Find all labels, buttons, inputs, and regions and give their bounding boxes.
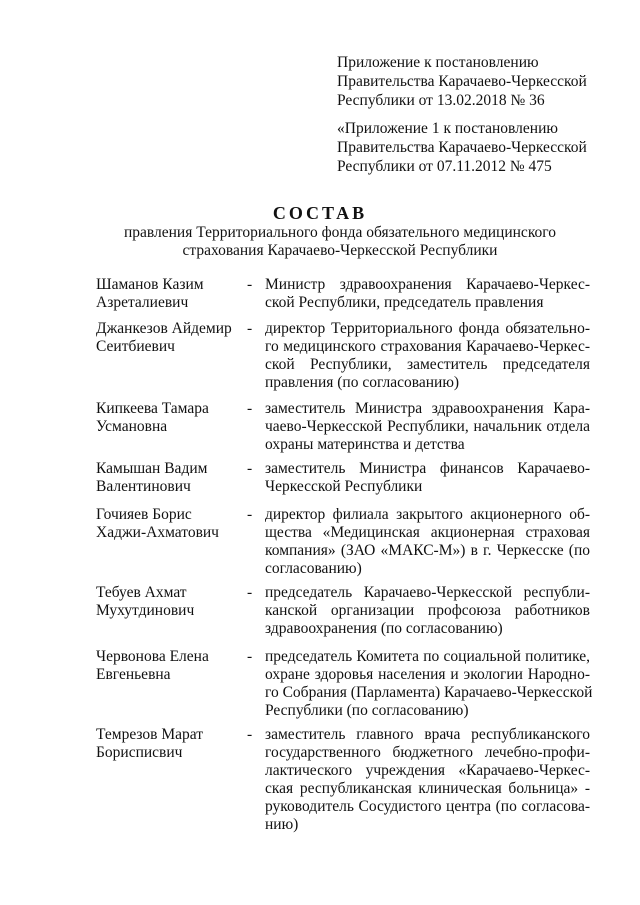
member-dash: - [247,460,253,477]
member-name-line-1: Камышан Вадим [96,460,208,477]
appendix-current-reference [337,53,587,110]
member-name [96,320,246,356]
member-role-line: Министр здравоохранения Карачаево-Черкес- [265,276,590,293]
member-name-line-1: Тебуев Ахмат [96,584,187,601]
member-role [265,276,590,312]
member-role-line: правления (по согласованию) [265,374,460,391]
member-role [265,726,590,834]
document-subtitle [100,224,580,260]
member-role-line: заместитель Министра финансов Карачаево- [265,460,590,477]
member-name-line-2: Борисписвич [96,744,183,761]
member-role-line: канской организации профсоюза работников [265,602,590,619]
member-role-line: здравоохранения (по согласованию) [265,620,503,637]
member-role-line: председатель Карачаево-Черкесской республи- [265,584,590,601]
member-name-line-2: Азреталиевич [96,294,189,311]
appendix-current-line-2: Правительства Карачаево-Черкесской [337,73,587,90]
member-name-line-1: Шаманов Казим [96,276,204,293]
member-dash: - [247,506,253,523]
member-dash: - [247,584,253,601]
member-name-line-1: Червонова Елена [96,648,209,665]
member-role [265,584,590,638]
member-role [265,460,590,496]
member-dash: - [247,400,253,417]
member-dash: - [247,726,253,743]
member-name-line-2: Хаджи-Ахматович [96,524,219,541]
member-role-line: Черкесской Республики [265,478,423,495]
member-role [265,400,590,454]
member-role-line: заместитель главного врача республиканского [265,726,590,743]
member-role [265,648,593,720]
member-name-line-2: Сеитбиевич [96,338,175,355]
member-dash: - [247,276,253,293]
member-name-line-1: Темрезов Марат [96,726,204,743]
member-role-line: ской Республики, заместитель председателя [265,356,590,373]
subtitle-line-1: правления Территориального фонда обязательного медицинского [123,224,557,241]
member-name-line-1: Гочияев Борис [96,506,192,523]
member-name [96,584,246,620]
member-role-line: компания» (ЗАО «МАКС-М») в г. Черкесске (по [265,542,590,559]
member-role-line: щества «Медицинская акционерная страховая [265,524,590,541]
member-name [96,726,246,762]
member-role-line: чаево-Черкесской Республики, начальник отдела [265,418,590,435]
member-name [96,460,246,496]
member-role-line: го Собрания (Парламента) Карачаево-Черкесской [265,684,593,701]
member-role-line: руководитель Сосудистого центра (по согласова- [265,798,590,815]
member-name-line-1: Кипкеева Тамара [96,400,209,417]
member-role-line: го медицинского страхования Карачаево-Черкес- [265,338,590,355]
member-name-line-2: Валентинович [96,478,191,495]
member-role-line: Республики (по согласованию) [265,702,469,719]
member-role-line: директор филиала закрытого акционерного об- [265,506,590,523]
member-role-line: директор Территориального фонда обязательно- [265,320,590,337]
document-title: СОСТАВ [272,203,368,223]
member-name-line-2: Усмановна [96,418,168,435]
appendix-original-reference [337,119,587,176]
member-role-line: согласованию) [265,560,362,577]
appendix-original-line-3: Республики от 07.11.2012 № 475 [337,158,552,175]
member-role-line: государственного бюджетного лечебно-профи- [265,744,590,761]
member-role-line: председатель Комитета по социальной политике, [265,648,590,665]
appendix-original-line-2: Правительства Карачаево-Черкесской [337,139,587,156]
member-role-line: охраны материнства и детства [265,436,465,453]
member-role-line: ской Республики, председатель правления [265,294,544,311]
member-dash: - [247,320,253,337]
member-name-line-2: Евгеньевна [96,666,171,683]
appendix-original-line-1: «Приложение 1 к постановлению [337,120,558,137]
appendix-current-line-3: Республики от 13.02.2018 № 36 [337,92,545,109]
member-dash: - [247,648,253,665]
member-name-line-2: Мухутдинович [96,602,195,619]
member-role [265,320,590,392]
member-role-line: нию) [265,816,299,833]
member-name [96,648,246,684]
member-role-line: ская республиканская клиническая больница» - [265,780,590,797]
member-role-line: заместитель Министра здравоохранения Кара- [265,400,590,417]
subtitle-line-2: страхования Карачаево-Черкесской Республики [182,242,498,259]
member-name [96,506,246,542]
member-name-line-1: Джанкезов Айдемир [96,320,232,337]
member-role-line: охране здоровья населения и экологии Народно- [265,666,590,683]
member-name [96,276,246,312]
member-role [265,506,590,578]
appendix-current-line-1: Приложение к постановлению [337,54,539,71]
member-name [96,400,246,436]
member-role-line: лактического учреждения «Карачаево-Черкес- [265,762,590,779]
